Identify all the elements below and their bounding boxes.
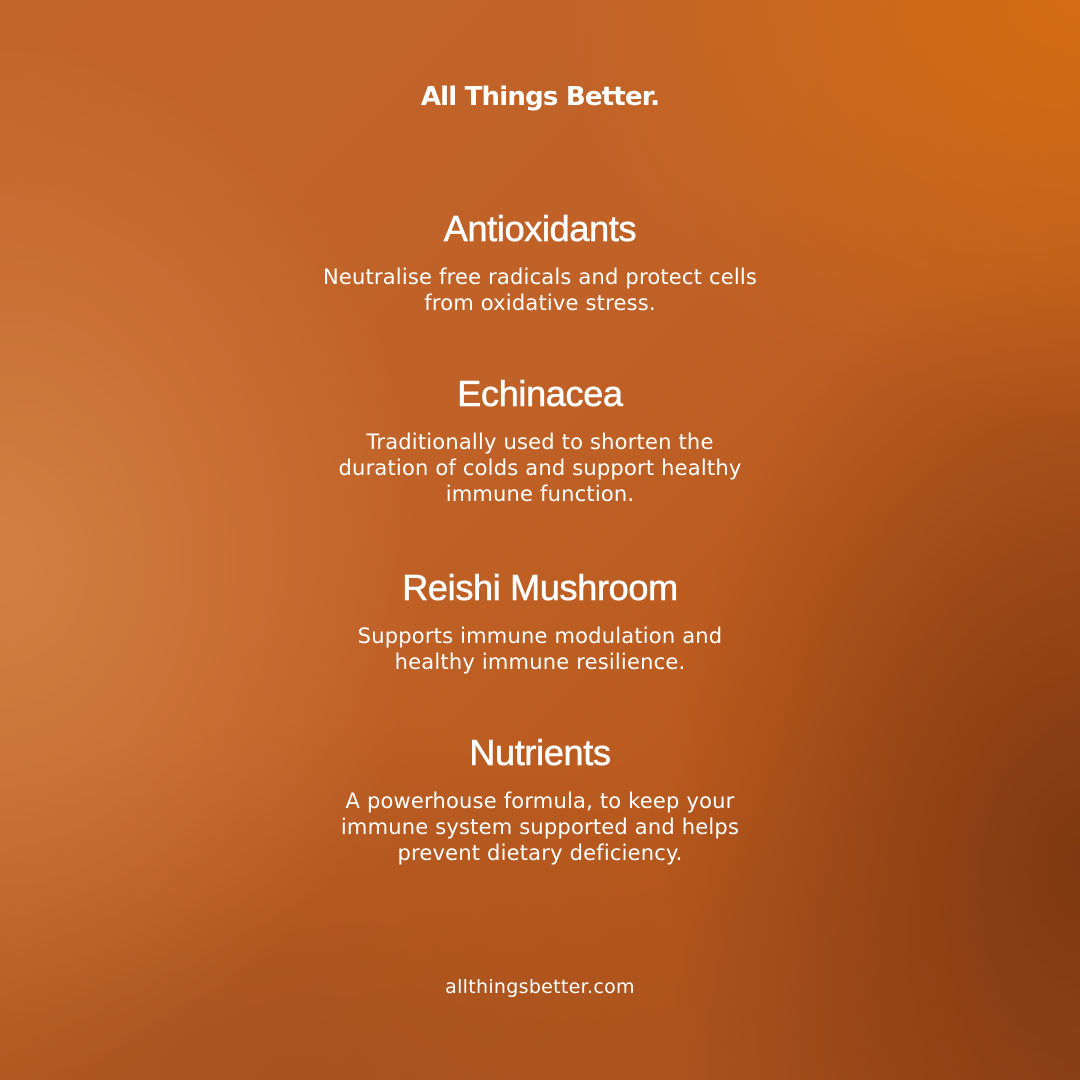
brand-logo: All Things Better. (420, 82, 660, 112)
website-link[interactable]: allthingsbetter.com (445, 976, 635, 998)
section-description: Traditionally used to shorten the duration of colds and support healthy immune function. (338, 430, 742, 506)
section-nutrients (240, 732, 840, 866)
section-title: Nutrients (469, 732, 611, 773)
section-description: Neutralise free radicals and protect cells from oxidative stress. (322, 265, 758, 315)
section-title: Reishi Mushroom (402, 567, 678, 608)
section-reishi-mushroom (240, 567, 840, 675)
section-title: Antioxidants (443, 208, 637, 249)
section-echinacea (240, 373, 840, 507)
section-antioxidants (240, 208, 840, 316)
section-title: Echinacea (457, 373, 623, 414)
section-description: A powerhouse formula, to keep your immune system supported and helps prevent dietary deficiency. (340, 789, 740, 865)
section-description: Supports immune modulation and healthy immune resilience. (357, 624, 723, 674)
